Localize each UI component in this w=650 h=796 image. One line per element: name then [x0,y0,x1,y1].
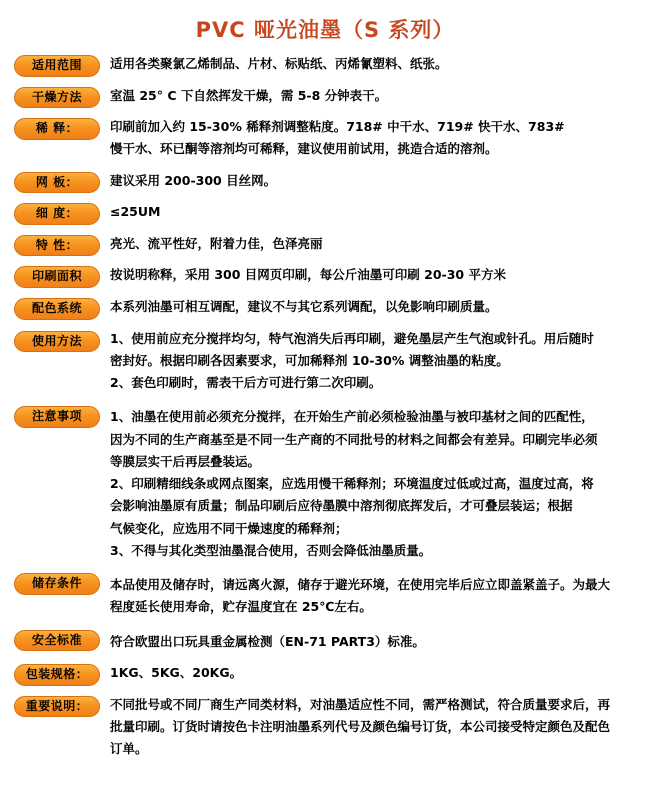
spec-label-badge: 储存条件 [14,573,100,595]
spec-label-badge: 网 板： [14,172,100,194]
spec-label-badge: 安全标准 [14,630,100,652]
spec-label-cell [14,329,100,353]
spec-label-cell [14,117,100,140]
spec-row [14,117,636,162]
spec-row [14,695,636,762]
spec-label-badge: 适用范围 [14,55,100,77]
spec-content-cell [100,572,636,620]
spec-row [14,663,636,686]
spec-text-line: 建议采用 200-300 目丝网。 [110,172,277,188]
spec-row [14,629,636,654]
spec-text-line: 会影响油墨原有质量；制品印刷后应待墨膜中溶剂彻底挥发后，才可叠层装运；根据 [110,498,573,514]
spec-row [14,202,636,225]
spec-content-cell [100,404,636,563]
spec-content-cell [100,265,636,287]
spec-content-cell [100,329,636,396]
spec-row [14,234,636,257]
spec-label-badge: 重要说明： [14,696,100,718]
spec-text-line: 本系列油墨可相互调配，建议不与其它系列调配，以免影响印刷质量。 [110,299,498,315]
spec-text-line: 批量印刷。订货时请按色卡注明油墨系列代号及颜色编号订货，本公司接受特定颜色及配色 [110,718,611,734]
spec-label-cell [14,572,100,595]
spec-text-line: 2、印刷精细线条或网点图案，应选用慢干稀释剂；环境温度过低或过高，温度过高，将 [110,476,594,492]
spec-label-cell [14,86,100,109]
spec-text-line: 1、使用前应充分搅拌均匀，特气泡消失后再印刷，避免墨层产生气泡或针孔。用后随时 [110,330,594,346]
spec-content-cell [100,695,636,762]
spec-text-line: 程度延长使用寿命，贮存温度宜在 25℃左右。 [110,599,372,615]
spec-row [14,297,636,320]
spec-row [14,572,636,620]
spec-row [14,86,636,109]
spec-text-line: 因为不同的生产商基至是不同一生产商的不同批号的材料之间都会有差异。印刷完毕必须 [110,431,598,447]
spec-text-line: 3、不得与其化类型油墨混合使用，否则会降低油墨质量。 [110,542,432,558]
spec-label-badge: 细 度： [14,203,100,225]
spec-label-cell [14,629,100,652]
spec-text-line: 气候变化，应选用不同干燥速度的稀释剂； [110,520,348,536]
spec-label-badge: 特 性： [14,235,100,257]
spec-text-line: 适用各类聚氯乙烯制品、片材、标贴纸、丙烯氰塑料、纸张。 [110,56,448,71]
spec-label-cell [14,234,100,257]
spec-text-line: 按说明称释，采用 300 目网页印刷，每公斤油墨可印刷 20-30 平方米 [110,267,506,283]
spec-label-badge: 包装规格： [14,664,100,686]
spec-content-cell [100,171,636,193]
spec-content-cell [100,117,636,162]
spec-content-cell [100,629,636,654]
spec-label-cell [14,663,100,686]
spec-text-line: 慢干水、环已酮等溶剂均可稀释，建议使用前试用，挑造合适的溶剂。 [110,141,498,157]
spec-text-line: 1KG、5KG、20KG。 [110,664,243,680]
spec-label-badge: 印刷面积 [14,266,100,288]
spec-content-cell [100,234,636,256]
spec-label-badge: 干燥方法 [14,87,100,109]
spec-row [14,404,636,563]
spec-text-line: ≤25UM [110,204,161,220]
spec-content-cell [100,297,636,319]
spec-label-cell [14,297,100,320]
spec-text-line: 印刷前加入约 15-30% 稀释剂调整粘度。718# 中干水、719# 快干水、783# [110,119,565,135]
spec-text-line: 2、套色印刷时，需表干后方可进行第二次印刷。 [110,375,382,391]
spec-content-cell [100,663,636,685]
spec-content-cell [100,86,636,108]
spec-content-cell [100,202,636,224]
spec-label-cell [14,202,100,225]
spec-label-cell [14,695,100,718]
spec-text-line: 不同批号或不同厂商生产同类材料，对油墨适应性不同，需严格测试，符合质量要求后，再 [110,696,611,712]
spec-label-badge: 注意事项 [14,406,100,428]
spec-label-badge: 使用方法 [14,331,100,353]
spec-text-line: 等膜层实干后再层叠装运。 [110,453,261,469]
spec-text-line: 订单。 [110,741,148,756]
spec-text-line: 符合欧盟出口玩具重金属检测（EN-71 PART3）标准。 [110,633,425,649]
spec-row [14,171,636,194]
spec-row [14,329,636,396]
spec-text-line: 本品使用及储存时，请远离火源，储存于避光环境，在使用完毕后应立即盖紧盖子。为最大 [110,577,611,593]
spec-label-cell [14,171,100,194]
spec-label-cell [14,265,100,288]
spec-label-cell [14,54,100,77]
spec-text-line: 1、油墨在使用前必须充分搅拌，在开始生产前必须检验油墨与被印基材之间的匹配性， [110,409,594,425]
spec-text-line: 亮光、流平性好，附着力佳，色泽亮丽 [110,235,323,251]
spec-label-badge: 配色系统 [14,298,100,320]
spec-rows [14,54,636,761]
spec-label-badge: 稀 释： [14,118,100,140]
spec-text-line: 室温 25° C 下自然挥发干燥，需 5-8 分钟表干。 [110,87,388,103]
spec-row [14,265,636,288]
spec-text-line: 密封好。根据印刷各因素要求，可加稀释剂 10-30% 调整油墨的粘度。 [110,352,509,368]
spec-label-cell [14,404,100,428]
page-title: PVC 哑光油墨（S 系列） [195,18,455,42]
spec-content-cell [100,54,636,76]
spec-row [14,54,636,77]
